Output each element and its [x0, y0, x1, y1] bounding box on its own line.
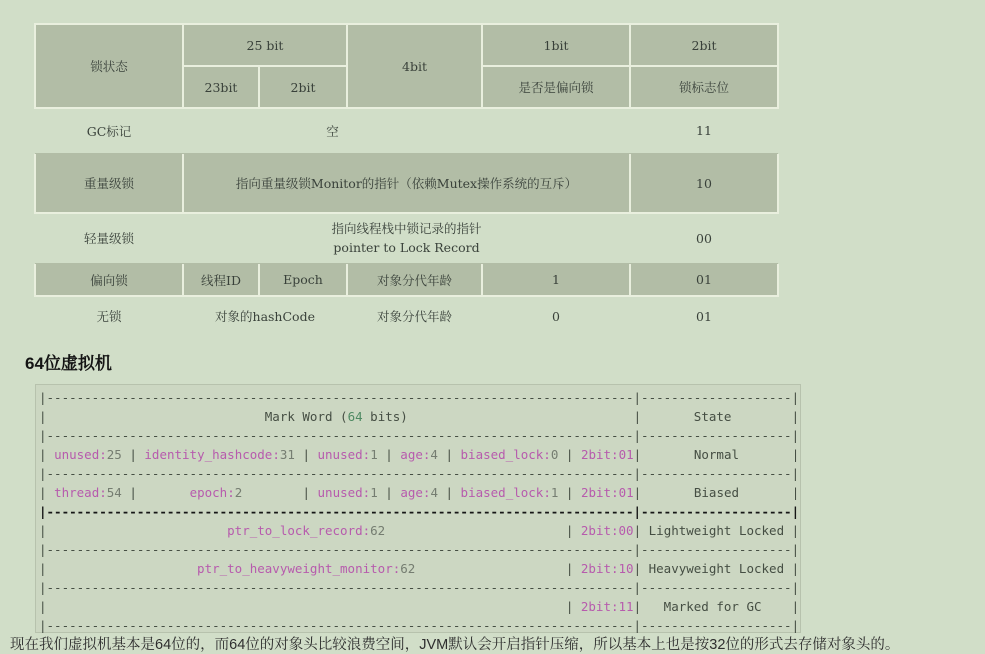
row-lightweight-line2: pointer to Lock Record — [333, 240, 480, 255]
row-gc-flag: 11 — [696, 123, 712, 138]
row-heavy-flag: 10 — [630, 153, 778, 213]
mark-word-ascii-code: |------------------------------------------------------------------------------|--------------------| | Mark Word (64 bits) | State | |------------------------------------------------------------------------------|--------------------| | unused:25 | identity_hashcode:31 | unused:1 | age:4 | biased_lock:0 | 2bit:01| Normal | |------------------------------------------------------------------------------|--------------------| | thread:54 | epoch:2 | unused:1 | age:4 | biased_lock:1 | 2bit:01| Biased | |------------------------------------------------------------------------------|--------------------| | ptr_to_lock_record:62 | 2bit:00| Lightweight Locked | |------------------------------------------------------------------------------|--------------------| | ptr_to_heavyweight_monitor:62 | 2bit:10| Heavyweight Locked | |------------------------------------------------------------------------------|--------------------| | | 2bit:11| Marked for GC | |------------------------------------------------------------------------------|--------------------| — [39, 390, 800, 633]
row-lightweight-flag: 00 — [696, 230, 712, 246]
header-biased-question: 是否是偏向锁 — [482, 66, 630, 108]
row-heavy-content: 指向重量级锁Monitor的指针（依赖Mutex操作系统的互斥） — [183, 153, 630, 213]
row-biased-isbiased: 1 — [482, 263, 630, 296]
row-lightweight-label: 轻量级锁 — [83, 231, 134, 246]
row-biased-thread-id: 线程ID — [183, 263, 259, 296]
row-nolock-age: 对象分代年龄 — [376, 309, 452, 324]
clipped-paragraph: 现在我们虚拟机基本是64位的，而64位的对象头比较浪费空间，JVM默认会开启指针压缩，所以基本上也是按32位的形式去存储对象头的。 — [10, 637, 900, 653]
row-nolock-hashcode: 对象的hashCode — [215, 309, 315, 324]
lock-state-table — [34, 23, 779, 337]
row-lightweight-line1: 指向线程栈中锁记录的指针 — [331, 220, 482, 236]
header-lock-state: 锁状态 — [35, 24, 183, 108]
header-4bit: 4bit — [347, 24, 482, 108]
header-2bit: 2bit — [630, 24, 778, 66]
row-heavy-label: 重量级锁 — [35, 153, 183, 213]
row-nolock-isbiased: 0 — [552, 308, 560, 324]
heading-64bit-vm: 64位虚拟机 — [25, 354, 112, 373]
row-gc-empty — [482, 108, 630, 153]
header-lock-flag: 锁标志位 — [630, 66, 778, 108]
row-biased-age: 对象分代年龄 — [347, 263, 482, 296]
header-2bit-sub: 2bit — [259, 66, 347, 108]
row-biased-label: 偏向锁 — [35, 263, 183, 296]
row-nolock-flag: 01 — [696, 308, 712, 324]
row-gc-content: 空 — [326, 123, 339, 139]
row-gc-label: GC标记 — [86, 123, 132, 139]
header-1bit: 1bit — [482, 24, 630, 66]
mark-word-ascii-table — [35, 384, 801, 633]
row-nolock-label: 无锁 — [96, 309, 122, 324]
row-biased-epoch: Epoch — [259, 263, 347, 296]
header-23bit-sub: 23bit — [183, 66, 259, 108]
row-lightweight-content — [183, 213, 630, 263]
header-25bit: 25 bit — [183, 24, 347, 66]
row-biased-flag: 01 — [630, 263, 778, 296]
